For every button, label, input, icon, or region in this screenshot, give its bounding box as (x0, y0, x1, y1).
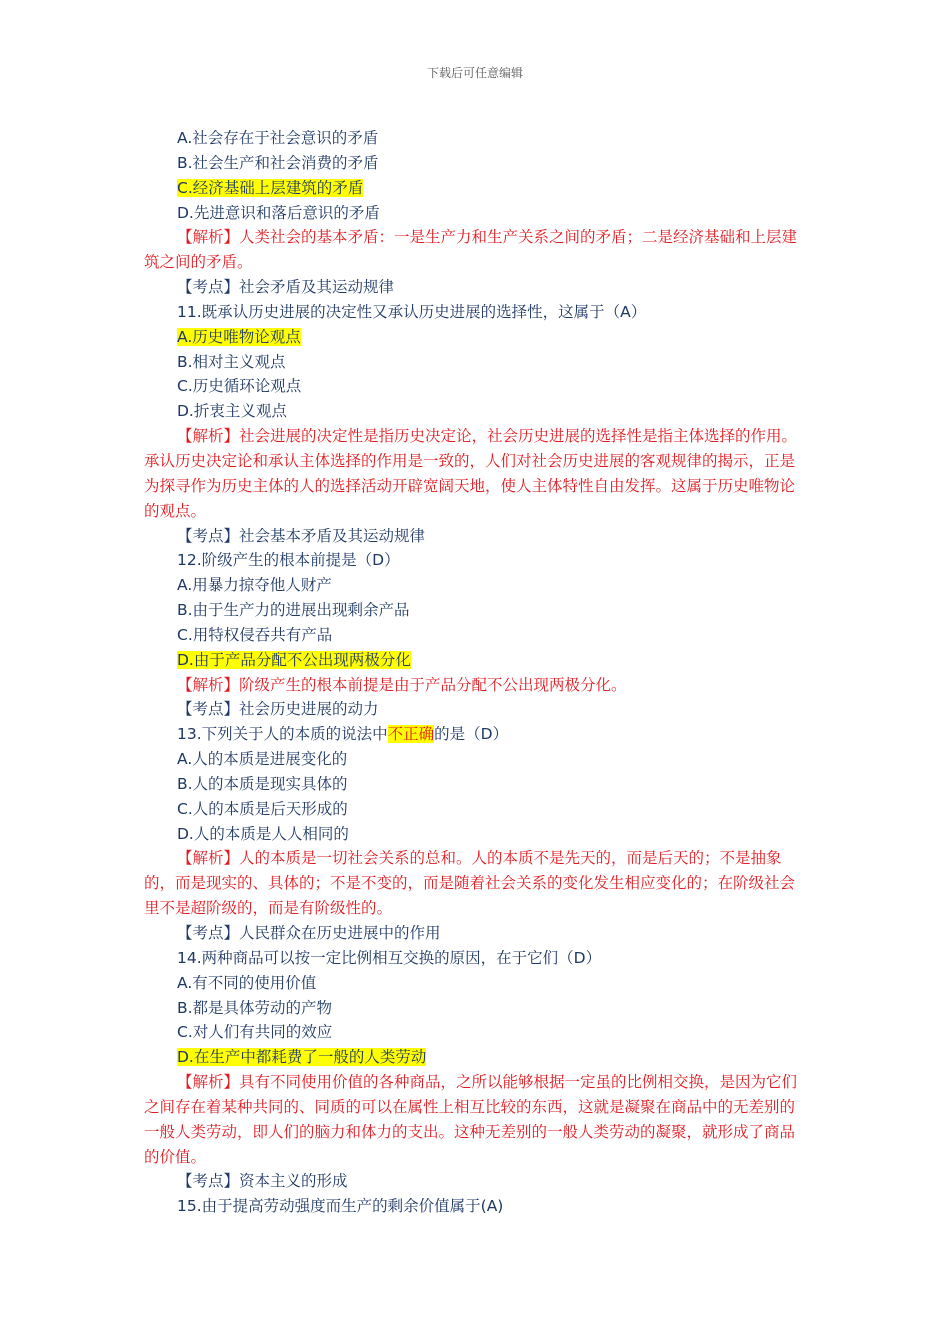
question-text: 11.既承认历史进展的决定性又承认历史进展的选择性，这属于（A） (177, 302, 647, 321)
analysis-text: 【解析】阶级产生的根本前提是由于产品分配不公出现两极分化。 (177, 675, 627, 694)
option-c: C.对人们有共同的效应 (177, 1023, 333, 1042)
option-d: D.折衷主义观点 (177, 402, 287, 421)
exam-point: 【考点】社会基本矛盾及其运动规律 (177, 526, 426, 545)
option-a: A.人的本质是进展变化的 (177, 750, 348, 769)
analysis-text: 【解析】具有不同使用价值的各种商品，之所以能够根据一定虽的比例相交换，是因为它们之间存在着某种共同的、同质的可以在属性上相互比较的东西，这就是凝聚在商品中的无差别的一般人类劳动，即人们的脑力和体力的支出。这种无差别的一般人类劳动的凝聚，就形成了商品的价值。 (144, 1073, 798, 1166)
option-b: B.相对主义观点 (177, 352, 286, 371)
option-b: B.社会生产和社会消费的矛盾 (177, 153, 379, 172)
exam-point: 【考点】人民群众在历史进展中的作用 (177, 924, 441, 942)
exam-point: 【考点】社会历史进展的动力 (177, 700, 379, 719)
option-c-correct: C.经济基础上层建筑的矛盾 (177, 178, 364, 197)
exam-point: 【考点】资本主义的形成 (177, 1172, 348, 1191)
option-a-correct: A.历史唯物论观点 (177, 327, 301, 346)
option-d-correct: D.在生产中都耗费了一般的人类劳动 (177, 1048, 427, 1067)
option-c: C.历史循环论观点 (177, 377, 302, 396)
analysis-text: 【解析】人类社会的基本矛盾：一是生产力和生产关系之间的矛盾；二是经济基础和上层建筑之间的矛盾。 (144, 228, 798, 272)
option-c: C.用特权侵吞共有产品 (177, 625, 333, 644)
option-a: A.有不同的使用价值 (177, 973, 317, 992)
option-c: C.人的本质是后天形成的 (177, 799, 348, 818)
question-text: 14.两种商品可以按一定比例相互交换的原因，在于它们（D） (177, 948, 602, 967)
option-d: D.先进意识和落后意识的矛盾 (177, 203, 380, 222)
analysis-text: 【解析】社会进展的决定性是指历史决定论，社会历史进展的选择性是指主体选择的作用。承认历史决定论和承认主体选择的作用是一致的，人们对社会历史进展的客观规律的揭示，正是为探寻作为历史主体的人的选择活动开辟宽阔天地，使人主体特性自由发挥。这属于历史唯物论的观点。 (144, 427, 798, 520)
exam-point: 【考点】社会矛盾及其运动规律 (177, 278, 395, 297)
option-a: A.用暴力掠夺他人财产 (177, 576, 332, 595)
document-body (144, 126, 808, 1219)
option-b: B.都是具体劳动的产物 (177, 998, 333, 1017)
option-b: B.人的本质是现实具体的 (177, 774, 348, 793)
option-b: B.由于生产力的进展出现剩余产品 (177, 601, 410, 620)
analysis-text: 【解析】人的本质是一切社会关系的总和。人的本质不是先天的，而是后天的；不是抽象的，而是现实的、具体的；不是不变的，而是随着社会关系的变化发生相应变化的；在阶级社会里不是超阶级的，而是有阶级性的。 (144, 849, 796, 918)
option-a: A.社会存在于社会意识的矛盾 (177, 129, 379, 147)
option-d-correct: D.由于产品分配不公出现两极分化 (177, 650, 411, 669)
question-text: 12.阶级产生的根本前提是（D） (177, 551, 400, 570)
question-text: 15.由于提高劳动强度而生产的剩余价值属于(A) (177, 1197, 504, 1216)
page-header: 下载后可任意编辑 (426, 66, 523, 80)
option-d: D.人的本质是人人相同的 (177, 824, 349, 843)
highlighted-keyword: 不正确 (387, 725, 435, 744)
question-text: 13.下列关于人的本质的说法中不正确的是（D） (177, 725, 509, 744)
